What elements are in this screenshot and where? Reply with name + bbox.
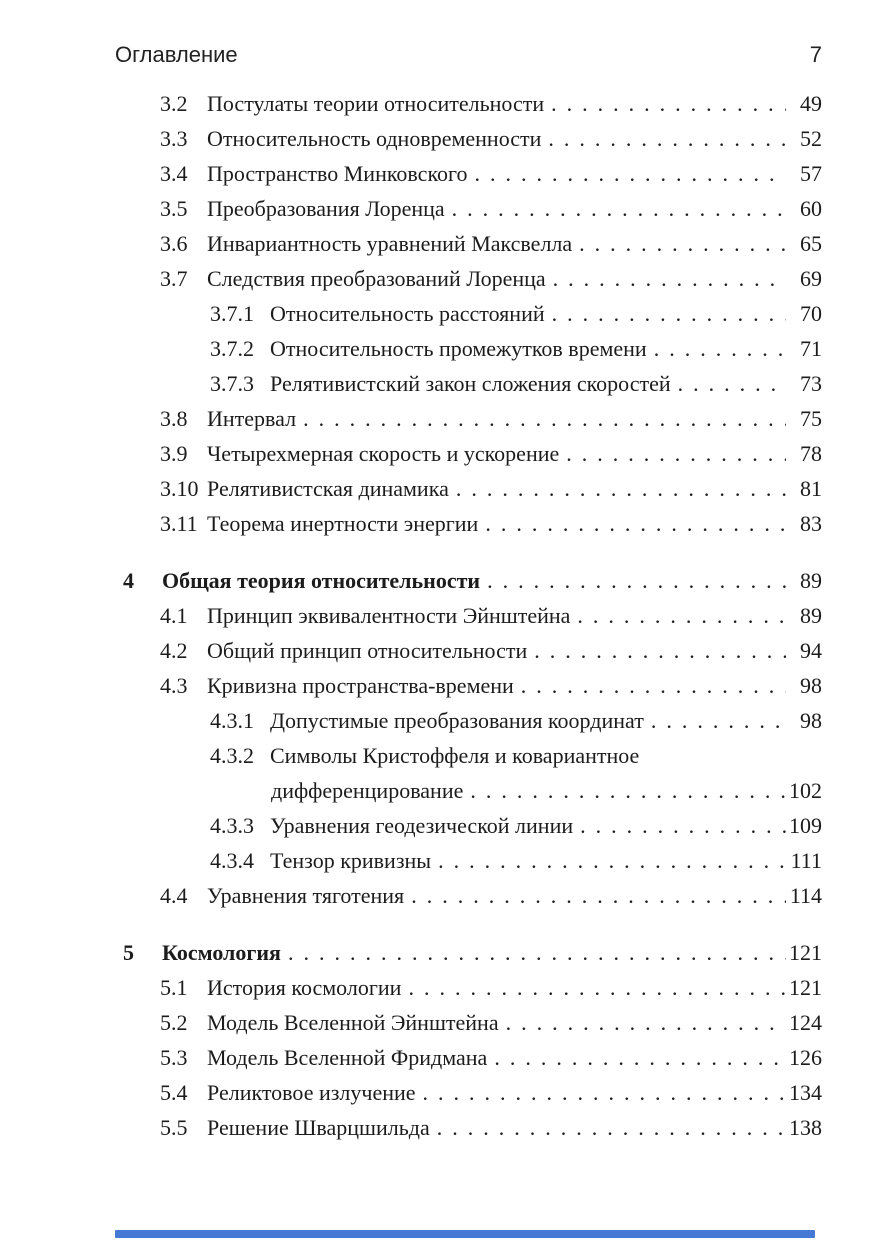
toc-leader-dots bbox=[651, 703, 786, 738]
toc-entry-number: 3.4 bbox=[160, 161, 188, 186]
toc-leader-dots bbox=[475, 156, 787, 191]
toc-leader-dots bbox=[408, 970, 786, 1005]
toc-entry-page: 121 bbox=[789, 975, 822, 1000]
toc-entry-number: 3.11 bbox=[160, 511, 198, 536]
toc-entry-5[interactable] bbox=[115, 935, 822, 970]
toc-entry-page: 83 bbox=[800, 511, 822, 536]
toc-entry-number: 3.3 bbox=[160, 126, 188, 151]
toc-leader-dots bbox=[580, 808, 786, 843]
toc-entry-4.3.2[interactable] bbox=[115, 738, 822, 773]
toc-entry-number: 3.8 bbox=[160, 406, 188, 431]
toc-entry-page: 94 bbox=[800, 638, 822, 663]
toc-entry-title: Модель Вселенной Эйнштейна bbox=[207, 1010, 499, 1035]
toc-entry-number: 4.3 bbox=[160, 673, 188, 698]
toc-entry-number: 5.4 bbox=[160, 1080, 188, 1105]
toc-entry-page: 49 bbox=[800, 91, 822, 116]
toc-entry-number: 5.2 bbox=[160, 1010, 188, 1035]
toc-entry-title: Преобразования Лоренца bbox=[207, 196, 445, 221]
toc-entry-page: 65 bbox=[800, 231, 822, 256]
toc-entry-page: 124 bbox=[789, 1010, 822, 1035]
toc-entry-number: 5 bbox=[123, 940, 134, 965]
toc-entry-number: 3.7.2 bbox=[210, 336, 254, 361]
toc-entry-3.3[interactable] bbox=[115, 121, 822, 156]
toc-entry-4.3.4[interactable] bbox=[115, 843, 822, 878]
toc-entry-3.10[interactable] bbox=[115, 471, 822, 506]
toc-entry-page: 71 bbox=[800, 336, 822, 361]
toc-entry-title: Реликтовое излучение bbox=[207, 1080, 416, 1105]
toc-entry-number: 3.7.3 bbox=[210, 371, 254, 396]
reading-progress-bar[interactable] bbox=[115, 1230, 815, 1238]
toc-entry-title: Общий принцип относительности bbox=[207, 638, 528, 663]
toc-entry-title: Модель Вселенной Фридмана bbox=[207, 1045, 488, 1070]
toc-entry-page: 138 bbox=[789, 1115, 822, 1140]
toc-entry-3.9[interactable] bbox=[115, 436, 822, 471]
toc-leader-dots bbox=[288, 935, 786, 970]
toc-entry-3.11[interactable] bbox=[115, 506, 822, 541]
toc-leader-dots bbox=[553, 261, 786, 296]
toc-entry-title: Космология bbox=[162, 940, 281, 965]
toc-entry-4.3[interactable] bbox=[115, 668, 822, 703]
toc-leader-dots bbox=[521, 668, 786, 703]
toc-entry-5.2[interactable] bbox=[115, 1005, 822, 1040]
toc-entry-4.3.3[interactable] bbox=[115, 808, 822, 843]
toc-entry-5.3[interactable] bbox=[115, 1040, 822, 1075]
toc-entry-title: Общая теория относительности bbox=[162, 568, 481, 593]
toc-entry-number: 3.5 bbox=[160, 196, 188, 221]
toc-entry-number: 3.7.1 bbox=[210, 301, 254, 326]
toc-entry-number: 5.5 bbox=[160, 1115, 188, 1140]
toc-entry-title: Относительность промежутков времени bbox=[270, 336, 647, 361]
toc-entry-title: Относительность одновременности bbox=[207, 126, 542, 151]
toc-entry-5.5[interactable] bbox=[115, 1110, 822, 1145]
toc-entry-title: Относительность расстояний bbox=[270, 301, 545, 326]
toc-entry-title: История космологии bbox=[207, 975, 402, 1000]
toc-entry-number: 3.7 bbox=[160, 266, 188, 291]
toc-leader-dots bbox=[470, 773, 786, 808]
toc-entry-page: 81 bbox=[800, 476, 822, 501]
toc-entry-3.7.1[interactable] bbox=[115, 296, 822, 331]
toc-entry-number: 4.3.1 bbox=[210, 708, 254, 733]
toc-entry-number: 4.2 bbox=[160, 638, 188, 663]
toc-entry-number: 4.1 bbox=[160, 603, 188, 628]
toc-leader-dots bbox=[551, 86, 786, 121]
toc-entry-page: 134 bbox=[789, 1080, 822, 1105]
toc-entry-page: 89 bbox=[800, 603, 822, 628]
toc-leader-dots bbox=[487, 563, 786, 598]
toc-leader-dots bbox=[548, 121, 786, 156]
toc-entry-page: 78 bbox=[800, 441, 822, 466]
toc-entry-5.4[interactable] bbox=[115, 1075, 822, 1110]
toc-leader-dots bbox=[423, 1075, 786, 1110]
toc-entry-page: 52 bbox=[800, 126, 822, 151]
toc-leader-dots bbox=[494, 1040, 786, 1075]
toc-entry-page: 98 bbox=[800, 673, 822, 698]
toc-entry-title: Уравнения геодезической линии bbox=[270, 813, 574, 838]
toc-entry-page: 89 bbox=[800, 568, 822, 593]
toc-entry-title: Кривизна пространства-времени bbox=[207, 673, 514, 698]
toc-entry-page: 109 bbox=[789, 813, 822, 838]
toc-entry-3.8[interactable] bbox=[115, 401, 822, 436]
toc-leader-dots bbox=[485, 506, 786, 541]
toc-leader-dots bbox=[566, 436, 786, 471]
toc-entry-3.5[interactable] bbox=[115, 191, 822, 226]
toc-entry-page: 60 bbox=[800, 196, 822, 221]
page-number: 7 bbox=[809, 42, 822, 67]
toc-entry-3.7.3[interactable] bbox=[115, 366, 822, 401]
toc-leader-dots bbox=[654, 331, 786, 366]
toc-entry-title: Релятивистский закон сложения скоростей bbox=[270, 371, 671, 396]
toc-entry-number: 4.4 bbox=[160, 883, 188, 908]
toc-entry-page: 126 bbox=[789, 1045, 822, 1070]
toc-entry-number: 4 bbox=[123, 568, 134, 593]
toc-entry-number: 5.3 bbox=[160, 1045, 188, 1070]
toc-entry-3.6[interactable] bbox=[115, 226, 822, 261]
toc-entry-number: 3.2 bbox=[160, 91, 188, 116]
toc-entry-number: 3.10 bbox=[160, 476, 199, 501]
toc-entry-title: Уравнения тяготения bbox=[207, 883, 405, 908]
toc-entry-title: Тензор кривизны bbox=[270, 848, 432, 873]
toc-entry-4.1[interactable] bbox=[115, 598, 822, 633]
toc-entry-page: 114 bbox=[789, 883, 822, 908]
toc-entry-5.1[interactable] bbox=[115, 970, 822, 1005]
toc-entry-page: 75 bbox=[800, 406, 822, 431]
toc-leader-dots bbox=[437, 1110, 786, 1145]
toc-entry-title: Следствия преобразований Лоренца bbox=[207, 266, 546, 291]
toc-entry-3.7[interactable] bbox=[115, 261, 822, 296]
toc-entry-title: Релятивистская динамика bbox=[207, 476, 449, 501]
toc-entry-number: 5.1 bbox=[160, 975, 188, 1000]
toc-entry-title: Принцип эквивалентности Эйнштейна bbox=[207, 603, 571, 628]
toc-entry-page: 70 bbox=[800, 301, 822, 326]
toc-entry-number: 4.3.4 bbox=[210, 848, 254, 873]
toc-entry-number: 3.6 bbox=[160, 231, 188, 256]
running-header bbox=[115, 42, 822, 68]
toc-entry-3.7.2[interactable] bbox=[115, 331, 822, 366]
toc-entry-page: 69 bbox=[800, 266, 822, 291]
toc-entry-4.3.1[interactable] bbox=[115, 703, 822, 738]
toc-entry-4.2[interactable] bbox=[115, 633, 822, 668]
toc-list bbox=[115, 86, 822, 1145]
toc-entry-title: Четырехмерная скорость и ускорение bbox=[207, 441, 560, 466]
toc-entry-number: 4.3.3 bbox=[210, 813, 254, 838]
toc-leader-dots bbox=[579, 226, 786, 261]
toc-entry-title: Пространство Минковского bbox=[207, 161, 468, 186]
toc-leader-dots bbox=[411, 878, 786, 913]
toc-entry-page: 57 bbox=[800, 161, 822, 186]
toc-entry-number: 4.3.2 bbox=[210, 743, 254, 768]
toc-entry-title: Допустимые преобразования координат bbox=[270, 708, 644, 733]
toc-entry-title: Интервал bbox=[207, 406, 297, 431]
toc-entry-4[interactable] bbox=[115, 563, 822, 598]
toc-leader-dots bbox=[438, 843, 786, 878]
toc-entry-page: 121 bbox=[789, 940, 822, 965]
toc-leader-dots bbox=[577, 598, 786, 633]
toc-leader-dots bbox=[552, 296, 786, 331]
toc-entry-title: Постулаты теории относительности bbox=[207, 91, 545, 116]
toc-entry-title: Инвариантность уравнений Максвелла bbox=[207, 231, 573, 256]
toc-leader-dots bbox=[534, 633, 786, 668]
toc-entry-page: 111 bbox=[790, 848, 822, 873]
toc-leader-dots bbox=[452, 191, 786, 226]
toc-entry-title: Теорема инертности энергии bbox=[207, 511, 479, 536]
toc-entry-page: 98 bbox=[800, 708, 822, 733]
toc-entry-4.4[interactable] bbox=[115, 878, 822, 913]
toc-entry-title: Символы Кристоффеля и ковариантное bbox=[270, 743, 640, 768]
toc-leader-dots bbox=[678, 366, 786, 401]
toc-entry-number: 3.9 bbox=[160, 441, 188, 466]
toc-entry-3.2[interactable] bbox=[115, 86, 822, 121]
toc-entry-title-line2: дифференцирование bbox=[271, 778, 464, 803]
toc-leader-dots bbox=[456, 471, 786, 506]
toc-entry-4.3.2-continued[interactable] bbox=[115, 773, 822, 808]
toc-entry-page: 102 bbox=[789, 778, 822, 803]
toc-leader-dots bbox=[303, 401, 786, 436]
toc-entry-page: 73 bbox=[800, 371, 822, 396]
page-title: Оглавление bbox=[115, 42, 238, 67]
toc-leader-dots bbox=[506, 1005, 786, 1040]
toc-entry-3.4[interactable] bbox=[115, 156, 822, 191]
toc-entry-title: Решение Шварцшильда bbox=[207, 1115, 430, 1140]
